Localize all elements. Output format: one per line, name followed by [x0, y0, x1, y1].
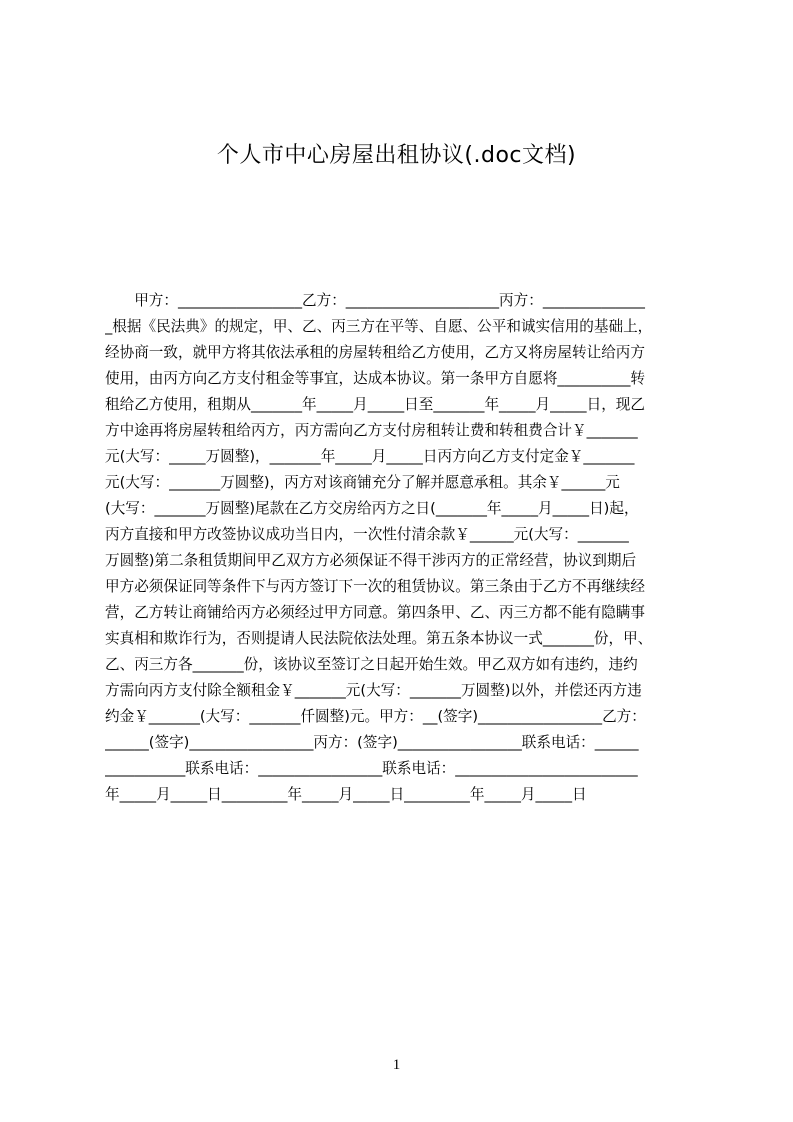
body-line: 经协商一致，就甲方将其依法承租的房屋转租给乙方使用，乙方又将房屋转让给丙方 — [105, 344, 645, 361]
body-line: 年_____月_____日_________年_____月_____日_________年_____月_____日 — [105, 786, 587, 803]
body-line: 方需向丙方支付除全额租金￥_______元(大写：_______万圆整)以外，并偿还丙方违 — [105, 682, 642, 699]
body-line: 租给乙方使用，租期从_______年_____月_____日至_______年_____月_____日，现乙 — [105, 396, 645, 413]
body-line: 营，乙方转让商铺给丙方必须经过甲方同意。第四条甲、乙、丙三方都不能有隐瞒事 — [105, 604, 645, 621]
body-line: 方中途再将房屋转租给丙方，丙方需向乙方支付房租转让费和转租费合计￥_______ — [105, 422, 638, 439]
body-line: _根据《民法典》的规定，甲、乙、丙三方在平等、自愿、公平和诚实信用的基础上， — [105, 318, 653, 335]
body-line: 使用，由丙方向乙方支付租金等事宜，达成本协议。第一条甲方自愿将__________转 — [105, 370, 645, 387]
body-line: 万圆整)第二条租赁期间甲乙双方方必须保证不得干涉丙方的正常经营，协议到期后 — [105, 552, 637, 569]
page-number: 1 — [392, 1057, 401, 1073]
body-line: (大写：_______万圆整)尾款在乙方交房给丙方之日(_______年_____月_____日)起， — [105, 500, 639, 517]
document-title: 个人市中心房屋出租协议(.doc文档) — [216, 143, 577, 168]
body-line: 实真相和欺诈行为，否则提请人民法院依法处理。第五条本协议一式_______份，甲、 — [105, 630, 653, 647]
body-line: 元(大写：_______万圆整)，丙方对该商铺充分了解并愿意承租。其余￥______元 — [105, 474, 620, 491]
body-line: 丙方直接和甲方改签协议成功当日内，一次性付清余款￥______元(大写：_______ — [105, 526, 629, 543]
body-line: 约金￥_______(大写：_______仟圆整)元。甲方：__(签字)_________________乙方： — [105, 708, 646, 725]
body-line: ___________联系电话：_________________联系电话：_________________________ — [105, 760, 638, 777]
body-line: 甲方：_________________乙方：_____________________丙方：______________ — [105, 292, 645, 309]
body-line: ______(签字)_________________丙方：(签字)_________________联系电话：______ — [105, 734, 639, 751]
body-line: 元(大写：_____万圆整)，_______年_____月_____日丙方向乙方支付定金￥_______ — [105, 448, 635, 465]
body-line: 乙、丙三方各_______份，该协议至签订之日起开始生效。甲乙双方如有违约，违约 — [105, 656, 638, 673]
body-line: 甲方必须保证同等条件下与丙方签订下一次的租赁协议。第三条由于乙方不再继续经 — [105, 578, 645, 595]
